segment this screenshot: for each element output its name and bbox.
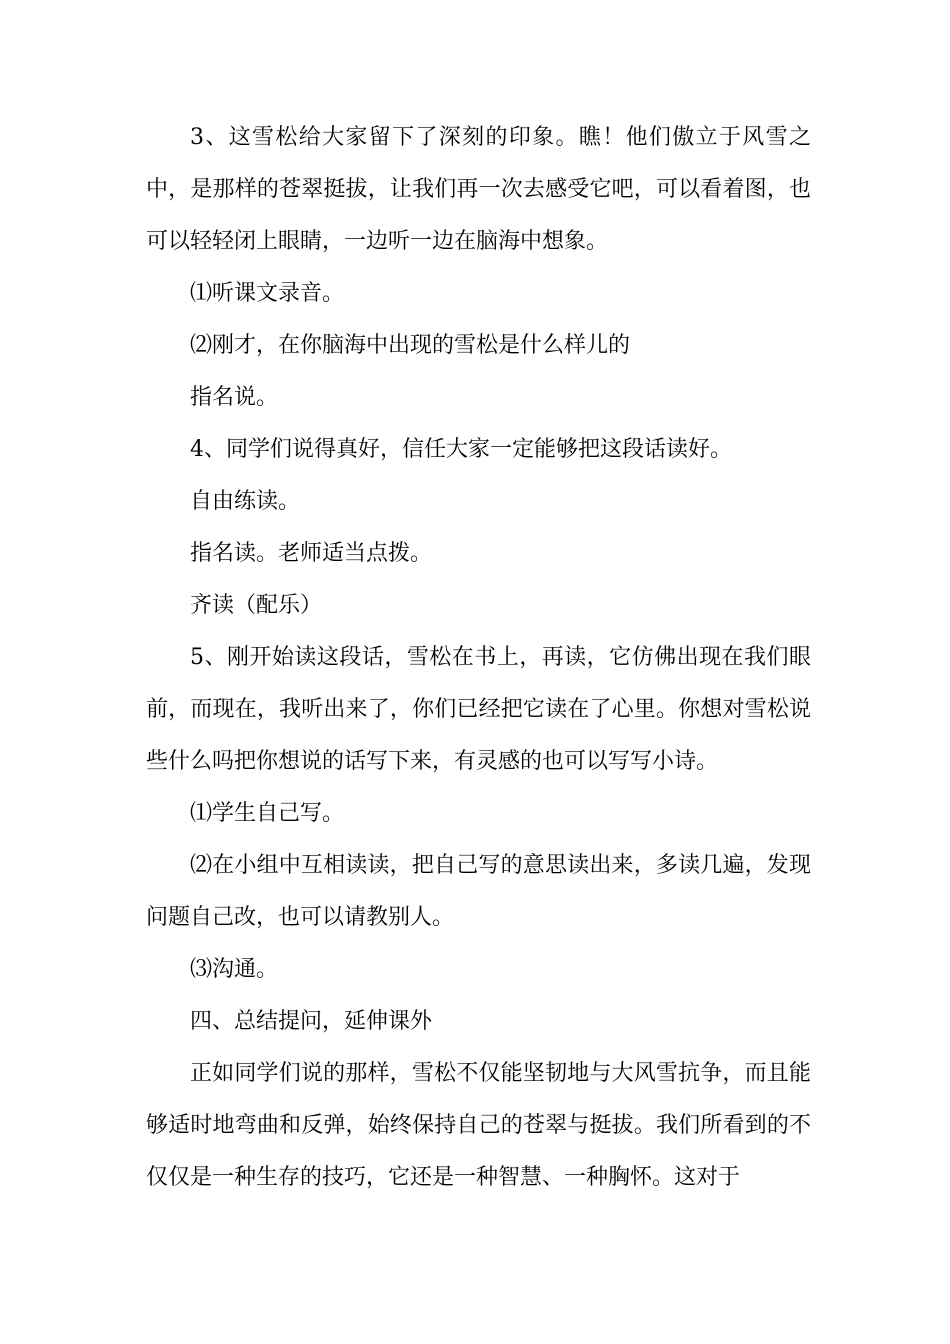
paragraph-7: 指名读。老师适当点拨。: [190, 541, 433, 566]
paragraph-4: 指名说。: [190, 385, 279, 410]
paragraph-9: 5、刚开始读这段话，雪松在书上，再读，它仿佛出现在我们眼前，而现在，我听出来了，你们已经把它读在了心里。你想对雪松说些什么吗把你想说的话写下来，有灵感的也可以写写小诗。: [146, 645, 811, 774]
paragraph-3: ⑵刚才，在你脑海中出现的雪松是什么样儿的: [190, 333, 631, 358]
paragraph-14: 正如同学们说的那样，雪松不仅能坚韧地与大风雪抗争，而且能够适时地弯曲和反弹，始终保持自己的苍翠与挺拔。我们所看到的不仅仅是一种生存的技巧，它还是一种智慧、一种胸怀。这对于: [146, 1061, 811, 1190]
paragraph-11: ⑵在小组中互相读读，把自己写的意思读出来，多读几遍，发现问题自己改，也可以请教别人。: [146, 853, 811, 930]
paragraph-10: ⑴学生自己写。: [190, 801, 345, 826]
paragraph-1: 3、这雪松给大家留下了深刻的印象。瞧！他们傲立于风雪之中，是那样的苍翠挺拔，让我们再一次去感受它吧，可以看着图，也可以轻轻闭上眼睛，一边听一边在脑海中想象。: [146, 125, 811, 254]
section-heading: 四、总结提问，延伸课外: [190, 1009, 433, 1034]
paragraph-12: ⑶沟通。: [190, 957, 279, 982]
paragraph-8: 齐读（配乐）: [190, 593, 323, 618]
paragraph-2: ⑴听课文录音。: [190, 281, 345, 306]
paragraph-6: 自由练读。: [190, 489, 301, 514]
document-body: [146, 112, 811, 1204]
paragraph-5: 4、同学们说得真好，信任大家一定能够把这段话读好。: [190, 437, 732, 462]
